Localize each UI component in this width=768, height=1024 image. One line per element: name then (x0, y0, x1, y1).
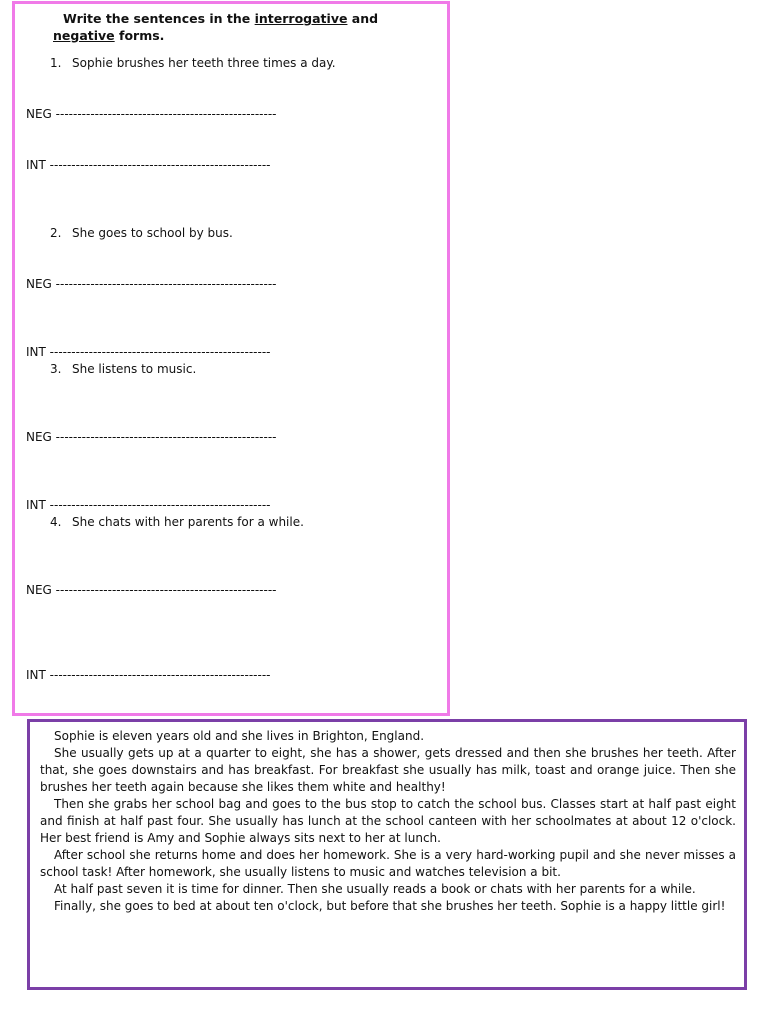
question-number: 3. (50, 362, 62, 376)
paragraph-2: She usually gets up at a quarter to eight, she has a shower, gets dressed and then she brushes her teeth. After that, she goes downstairs and has breakfast. For breakfast she usually has milk, toast and orange juice. Then she brushes her teeth again because she likes them white and healthy! (40, 746, 736, 794)
exercise-title-line1 (63, 11, 378, 26)
question-number: 4. (50, 515, 62, 529)
int-answer-line-4[interactable]: INT --------------------------------------------------- (26, 668, 271, 682)
reading-text (40, 728, 736, 915)
question-text: She chats with her parents for a while. (72, 515, 304, 529)
question-text: She goes to school by bus. (72, 226, 233, 240)
question-3 (50, 362, 196, 376)
paragraph-4: After school she returns home and does her homework. She is a very hard-working pupil and she never misses a school task! After homework, she usually listens to music and watches television a bit. (40, 848, 736, 879)
exercise-box (12, 1, 450, 716)
exercise-title-line2 (53, 28, 164, 43)
question-number: 2. (50, 226, 62, 240)
neg-answer-line-1[interactable]: NEG --------------------------------------------------- (26, 107, 277, 121)
paragraph-1: Sophie is eleven years old and she lives in Brighton, England. (54, 729, 425, 743)
neg-answer-line-3[interactable]: NEG --------------------------------------------------- (26, 430, 277, 444)
question-4 (50, 515, 304, 529)
title-text: and (347, 11, 379, 26)
title-text: Write the sentences in the (63, 11, 255, 26)
title-underlined-interrogative: interrogative (254, 11, 348, 26)
title-text: forms. (114, 28, 165, 43)
paragraph-3: Then she grabs her school bag and goes to the bus stop to catch the school bus. Classes start at half past eight and finish at half past four. She usually has lunch at the school canteen with her schoolmates at about 12 o'clock. Her best friend is Amy and Sophie always sits next to her at lunch. (40, 797, 736, 845)
title-underlined-negative: negative (53, 28, 115, 43)
question-text: Sophie brushes her teeth three times a day. (72, 56, 336, 70)
question-number: 1. (50, 56, 62, 70)
question-1 (50, 56, 336, 70)
paragraph-5: At half past seven it is time for dinner. Then she usually reads a book or chats with her parents for a while. (54, 882, 696, 896)
neg-answer-line-2[interactable]: NEG --------------------------------------------------- (26, 277, 277, 291)
int-answer-line-1[interactable]: INT --------------------------------------------------- (26, 158, 271, 172)
question-2 (50, 226, 233, 240)
neg-answer-line-4[interactable]: NEG --------------------------------------------------- (26, 583, 277, 597)
int-answer-line-2[interactable]: INT --------------------------------------------------- (26, 345, 271, 359)
int-answer-line-3[interactable]: INT --------------------------------------------------- (26, 498, 271, 512)
paragraph-6: Finally, she goes to bed at about ten o'clock, but before that she brushes her teeth. Sophie is a happy little girl! (54, 899, 726, 913)
question-text: She listens to music. (72, 362, 197, 376)
reading-box (27, 719, 747, 990)
